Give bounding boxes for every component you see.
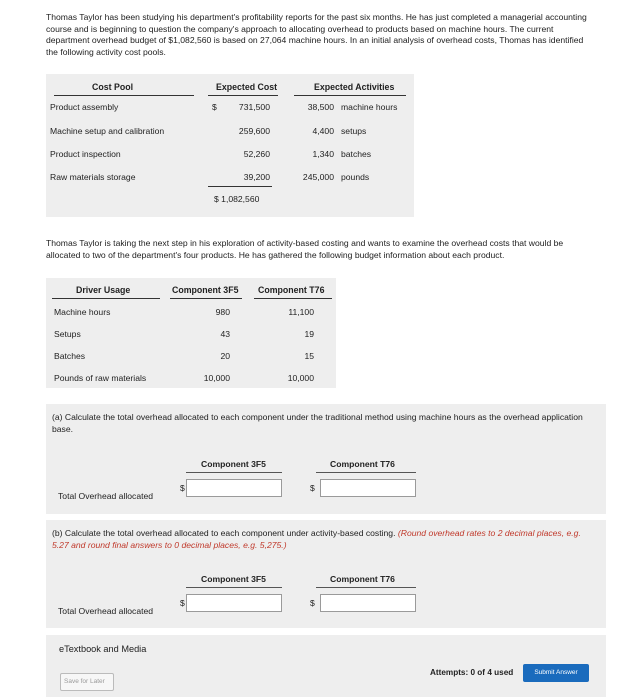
header-component-t76: Component T76 — [258, 285, 325, 295]
activity-unit: pounds — [341, 172, 370, 182]
activity-unit: machine hours — [341, 102, 398, 112]
question-b-text — [52, 528, 592, 551]
header-driver-usage: Driver Usage — [76, 285, 131, 295]
part-b-3f5-input[interactable] — [186, 594, 282, 612]
header-underline — [52, 298, 160, 299]
part-b-row-label: Total Overhead allocated — [58, 606, 154, 616]
sum-underline — [208, 186, 272, 187]
currency-sign: $ — [180, 598, 185, 608]
total-expected-cost: $ 1,082,560 — [214, 194, 260, 204]
currency-sign: $ — [310, 598, 315, 608]
etextbook-panel — [46, 635, 606, 697]
activity-qty: 1,340 — [312, 149, 334, 159]
header-component-3f5: Component 3F5 — [172, 285, 239, 295]
part-b-t76-input[interactable] — [320, 594, 416, 612]
question-part-a — [46, 404, 606, 514]
rounding-note: (Round overhead rates to 2 decimal places, e.g. 5.27 and round final answers to 0 decimal places, e.g. 5,275.) — [52, 528, 581, 550]
part-b-header-3f5: Component 3F5 — [201, 574, 266, 584]
cost-pool-label: Machine setup and calibration — [50, 126, 165, 136]
intro-paragraph: Thomas Taylor has been studying his department's profitability reports for the past six months. He has just completed a managerial accounting course and is beginning to question the company's approach to allocating overhead to products based on machine hours. The current department overhead budget of $1,082,560 is based on 27,064 machine hours. In an initial analysis of overhead costs, Thomas has identified the following activity cost pools. — [46, 12, 587, 57]
driver-label: Machine hours — [54, 307, 111, 317]
driver-value-t76: 19 — [304, 329, 314, 339]
driver-label: Pounds of raw materials — [54, 373, 147, 383]
activity-unit: setups — [341, 126, 367, 136]
driver-value-t76: 11,100 — [288, 307, 314, 317]
header-expected-cost: Expected Cost — [216, 82, 278, 92]
activity-qty: 38,500 — [307, 102, 334, 112]
driver-usage-table — [46, 278, 336, 388]
header-underline — [254, 298, 332, 299]
expected-cost: 39,200 — [243, 172, 270, 182]
cost-pool-label: Product inspection — [50, 149, 121, 159]
driver-value-3f5: 980 — [215, 307, 230, 317]
driver-value-3f5: 43 — [220, 329, 230, 339]
expected-cost: 52,260 — [243, 149, 270, 159]
header-underline — [208, 95, 278, 96]
part-a-header-t76: Component T76 — [330, 459, 395, 469]
driver-value-3f5: 10,000 — [203, 373, 230, 383]
part-a-header-3f5: Component 3F5 — [201, 459, 266, 469]
question-a-text: (a) Calculate the total overhead allocated to each component under the traditional method using machine hours as the overhead application base. — [52, 412, 583, 434]
driver-label: Setups — [54, 329, 81, 339]
question-b-main: (b) Calculate the total overhead allocated to each component under activity-based costing. — [52, 528, 396, 538]
header-underline — [316, 472, 416, 473]
save-for-later-button[interactable]: Save for Later — [60, 673, 114, 691]
part-a-t76-input[interactable] — [320, 479, 416, 497]
header-cost-pool: Cost Pool — [92, 82, 134, 92]
driver-value-3f5: 20 — [220, 351, 230, 361]
header-expected-activities: Expected Activities — [314, 82, 395, 92]
part-b-header-t76: Component T76 — [330, 574, 395, 584]
driver-label: Batches — [54, 351, 86, 361]
attempts-counter: Attempts: 0 of 4 used — [430, 668, 514, 677]
expected-cost: 731,500 — [238, 102, 270, 112]
expected-cost: 259,600 — [238, 126, 270, 136]
header-underline — [294, 95, 406, 96]
header-underline — [186, 472, 282, 473]
currency-sign: $ — [310, 483, 315, 493]
driver-value-t76: 15 — [304, 351, 314, 361]
header-underline — [316, 587, 416, 588]
activity-qty: 4,400 — [312, 126, 334, 136]
cost-pool-table — [46, 74, 414, 217]
activity-qty: 245,000 — [302, 172, 334, 182]
header-underline — [186, 587, 282, 588]
cost-pool-label: Product assembly — [50, 102, 119, 112]
part-a-3f5-input[interactable] — [186, 479, 282, 497]
etextbook-link[interactable]: eTextbook and Media — [59, 644, 147, 654]
header-underline — [54, 95, 194, 96]
submit-answer-button[interactable]: Submit Answer — [523, 664, 589, 682]
activity-unit: batches — [341, 149, 372, 159]
driver-intro-paragraph: Thomas Taylor is taking the next step in his exploration of activity-based costing and wants to examine the overhead costs that would be allocated to two of the department's four products. He has gathered the following budget information about each product. — [46, 238, 564, 260]
part-a-row-label: Total Overhead allocated — [58, 491, 154, 501]
header-underline — [170, 298, 242, 299]
cost-pool-label: Raw materials storage — [50, 172, 136, 182]
currency-sign: $ — [212, 102, 217, 112]
currency-sign: $ — [180, 483, 185, 493]
driver-value-t76: 10,000 — [287, 373, 314, 383]
question-part-b — [46, 520, 606, 628]
